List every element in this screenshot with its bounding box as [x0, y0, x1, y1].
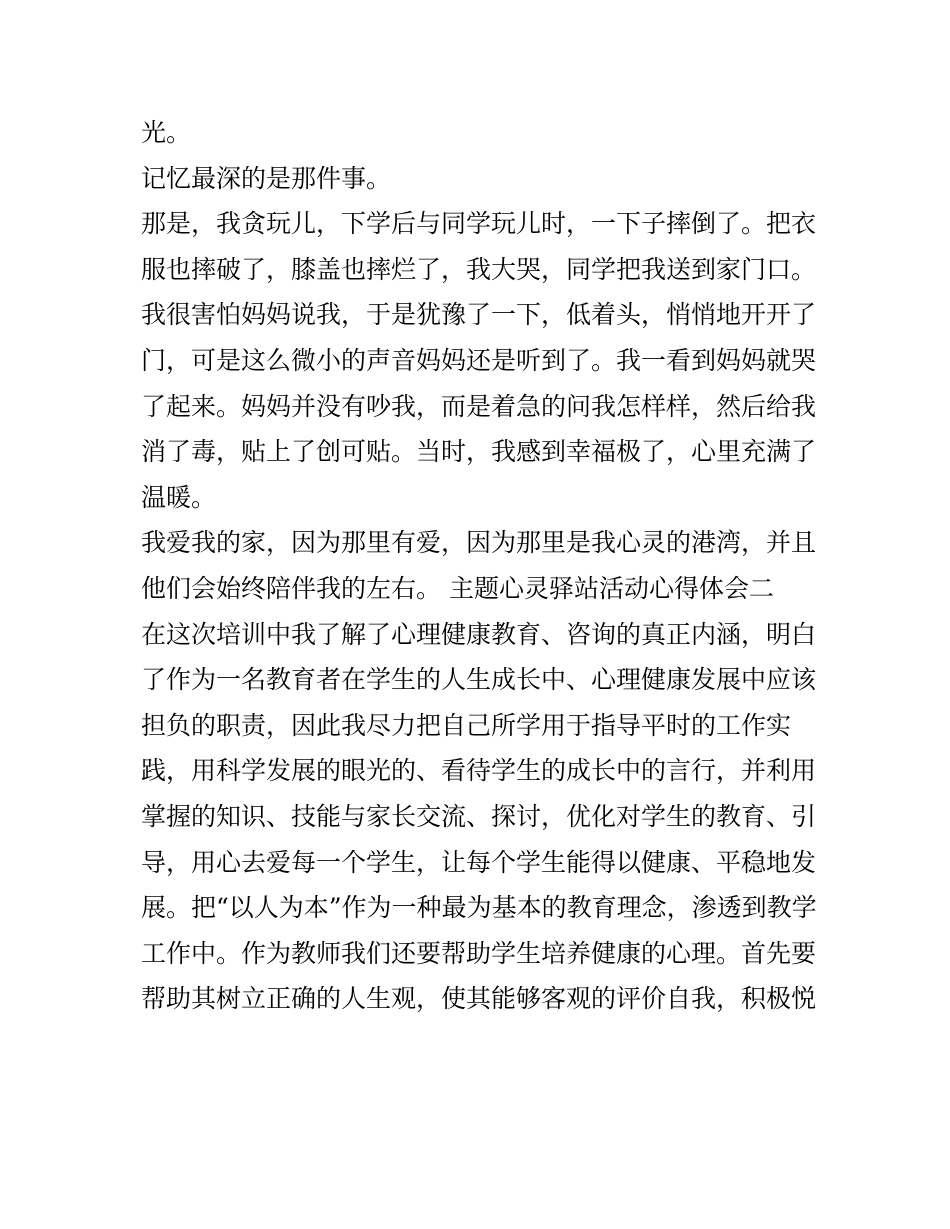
text-line: 了作为一名教育者在学生的人生成长中、心理健康发展中应该	[141, 665, 817, 695]
text-line: 在这次培训中我了解了心理健康教育、咨询的真正内涵，明白	[141, 619, 817, 649]
text-line: 服也摔破了，膝盖也摔烂了，我大哭，同学把我送到家门口。	[141, 254, 817, 284]
text-line: 门，可是这么微小的声音妈妈还是听到了。我一看到妈妈就哭	[141, 345, 817, 375]
text-line: 他们会始终陪伴我的左右。 主题心灵驿站活动心得体会二	[141, 573, 774, 603]
text-line: 记忆最深的是那件事。	[141, 163, 392, 193]
text-line: 展。把“以人为本”作为一种最为基本的教育理念，渗透到教学	[141, 893, 817, 923]
body-text	[141, 110, 821, 1022]
text-line: 帮助其树立正确的人生观，使其能够客观的评价自我，积极悦	[141, 984, 817, 1014]
text-line: 我爱我的家，因为那里有爱，因为那里是我心灵的港湾，并且	[141, 528, 817, 558]
text-line: 担负的职责，因此我尽力把自己所学用于指导平时的工作实	[141, 710, 792, 740]
text-line: 那是，我贪玩儿，下学后与同学玩儿时，一下子摔倒了。把衣	[141, 209, 817, 239]
text-line: 工作中。作为教师我们还要帮助学生培养健康的心理。首先要	[141, 938, 817, 968]
text-line: 掌握的知识、技能与家长交流、探讨，优化对学生的教育、引	[141, 801, 817, 831]
text-line: 我很害怕妈妈说我，于是犹豫了一下，低着头，悄悄地开开了	[141, 300, 817, 330]
text-line: 导，用心去爱每一个学生，让每个学生能得以健康、平稳地发	[141, 847, 817, 877]
text-line: 光。	[141, 118, 192, 147]
text-line: 践，用科学发展的眼光的、看待学生的成长中的言行，并利用	[141, 756, 817, 786]
text-line: 了起来。妈妈并没有吵我，而是着急的问我怎样样，然后给我	[141, 391, 817, 421]
text-line: 消了毒，贴上了创可贴。当时，我感到幸福极了，心里充满了	[141, 437, 817, 467]
text-line: 温暖。	[141, 482, 217, 512]
